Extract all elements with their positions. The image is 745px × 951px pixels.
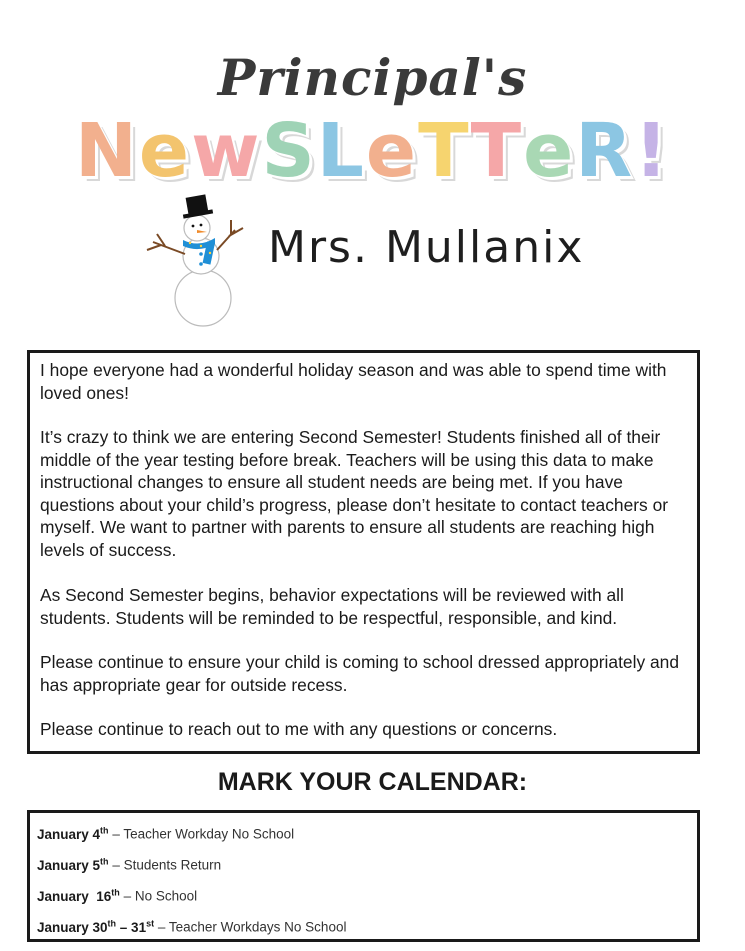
newsletter-letter: N (74, 108, 139, 194)
event-date: January 5th (37, 856, 109, 873)
calendar-event (37, 918, 697, 949)
letter-paragraph: As Second Semester begins, behavior expectations will be reviewed with all students. Students will be reminded to be respectful, responsible, and kind. (40, 585, 624, 628)
calendar-event (37, 856, 697, 887)
principal-letter (27, 350, 700, 754)
letter-paragraph: Please continue to ensure your child is coming to school dressed appropriately and has appropriate gear for outside recess. (40, 652, 679, 695)
newsletter-letter: ! (634, 108, 671, 194)
event-description: – Students Return (112, 857, 222, 873)
letter-paragraph: Please continue to reach out to me with any questions or concerns. (40, 719, 558, 739)
newsletter-letter: w (191, 108, 262, 194)
calendar-event (37, 887, 697, 918)
newsletter-letter: e (523, 108, 576, 194)
snowman-illustration (135, 190, 255, 330)
newsletter-letter: S (261, 108, 317, 194)
principals-title: Principal's (217, 48, 528, 107)
event-description: – No School (123, 888, 198, 904)
newsletter-letter: R (575, 108, 635, 194)
calendar-event (37, 825, 697, 856)
event-date: January 30th – 31st (37, 918, 155, 935)
newsletter-letter: e (138, 108, 192, 194)
calendar-heading: MARK YOUR CALENDAR: (217, 768, 528, 796)
event-date: January 16th (37, 887, 120, 904)
newsletter-header (0, 0, 745, 340)
newsletter-letter: e (365, 108, 419, 194)
newsletter-title (0, 108, 745, 194)
event-date: January 4th (37, 825, 109, 842)
event-description: – Teacher Workdays No School (157, 919, 347, 935)
newsletter-letter: T (418, 108, 471, 194)
newsletter-letter: L (316, 108, 366, 194)
newsletter-letter: T (470, 108, 524, 194)
event-description: – Teacher Workday No School (112, 826, 295, 842)
letter-paragraph: I hope everyone had a wonderful holiday season and was able to spend time with loved ones! (40, 360, 667, 403)
calendar-list (27, 810, 700, 942)
principal-name: Mrs. Mullanix (268, 222, 585, 273)
letter-paragraph: It’s crazy to think we are entering Second Semester! Students finished all of their middle of the year testing before break. Teachers will be using this data to make instructional changes to ensure all student needs are being met. If you have questions about your child’s progress, please don’t hesitate to contact teachers or myself. We want to partner with parents to ensure all students are reaching high levels of success. (40, 427, 669, 560)
